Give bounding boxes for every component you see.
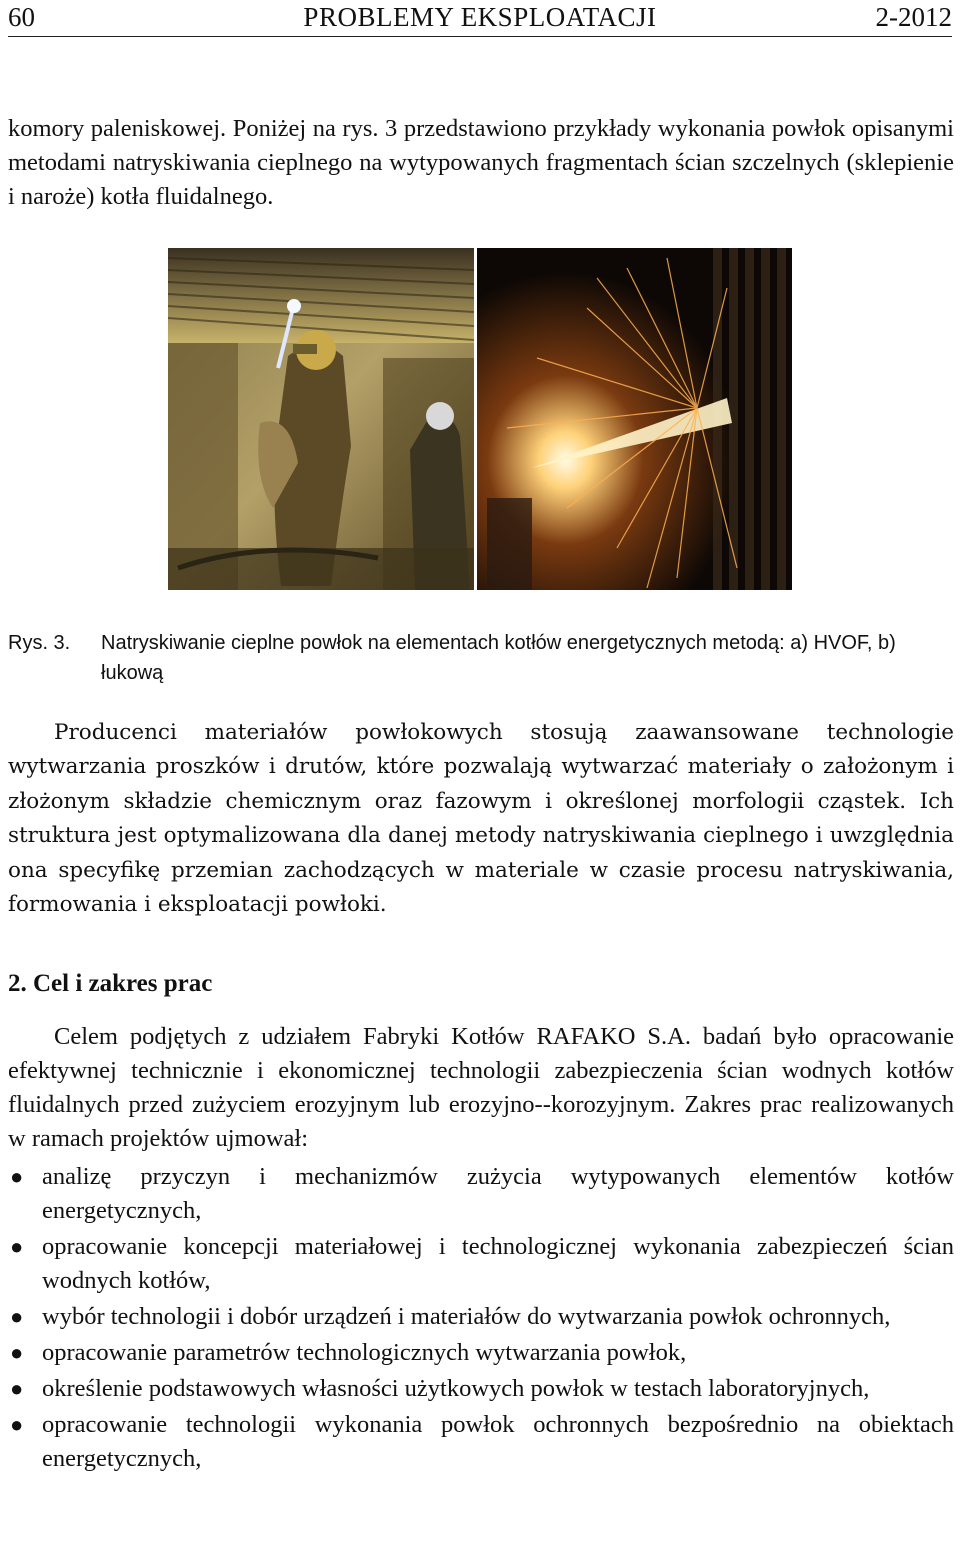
list-item: ● opracowanie parametrów technologicznych wytwarzania powłok,	[8, 1336, 954, 1370]
list-item: ● określenie podstawowych własności użytkowych powłok w testach laboratoryjnych,	[8, 1372, 954, 1406]
list-item: ● analizę przyczyn i mechanizmów zużycia wytypowanych elementów kotłów energetycznych,	[8, 1160, 954, 1228]
list-item: ● opracowanie technologii wykonania powłok ochronnych bezpośrednio na obiektach energetycznych,	[8, 1408, 954, 1476]
list-item: ● wybór technologii i dobór urządzeń i materiałów do wytwarzania powłok ochronnych,	[8, 1300, 954, 1334]
figure-caption-text: Natryskiwanie cieplne powłok na elementach kotłów energetycznych metodą: a) HVOF, b) łukową	[101, 632, 896, 684]
bullet-icon: ●	[10, 1304, 24, 1329]
paragraph-producers: Producenci materiałów powłokowych stosują zaawansowane technologie wytwarzania proszków i drutów, które pozwalają wytwarzać materiały o założonym i złożonym składzie chemicznym oraz fazowym i określonej morfologii cząstek. Ich struktura jest optymalizowana dla danej metody natryskiwania cieplnego i uwzględnia ona specyfikę przemian zachodzących w materiale w czasie procesu natryskiwania, formowania i eksploatacji powłoki.	[8, 720, 954, 918]
bullet-icon: ●	[10, 1412, 24, 1437]
scope-list	[8, 1160, 954, 1478]
photo-hvof-spraying	[168, 248, 474, 590]
page-number: 60	[8, 2, 35, 32]
bullet-icon: ●	[10, 1234, 24, 1259]
issue-number: 2-2012	[875, 2, 952, 32]
bullet-icon: ●	[10, 1340, 24, 1365]
page-header	[8, 0, 952, 37]
bullet-icon: ●	[10, 1164, 24, 1189]
photo-arc-spraying	[477, 248, 792, 590]
paragraph-intro: komory paleniskowej. Poniżej na rys. 3 przedstawiono przykłady wykonania powłok opisanymi metodami natryskiwania cieplnego na wytypowanych fragmentach ścian szczelnych (sklepienie i naroże) kotła fluidalnego.	[8, 115, 954, 210]
list-item: ● opracowanie koncepcji materiałowej i technologicznej wykonania zabezpieczeń ścian wodnych kotłów,	[8, 1230, 954, 1298]
figure-3	[168, 248, 792, 590]
figure-label: Rys. 3.	[8, 632, 71, 654]
paragraph-goal: Celem podjętych z udziałem Fabryki Kotłów RAFAKO S.A. badań było opracowanie efektywnej technicznie i ekonomicznej technologii zabezpieczenia ścian wodnych kotłów fluidalnych przed zużyciem erozyjnym lub erozyjno--korozyjnym. Zakres prac realizowanych w ramach projektów ujmował:	[8, 1023, 954, 1152]
journal-title: PROBLEMY EKSPLOATACJI	[303, 2, 657, 32]
section-heading: 2. Cel i zakres prac	[8, 970, 213, 997]
bullet-icon: ●	[10, 1376, 24, 1401]
